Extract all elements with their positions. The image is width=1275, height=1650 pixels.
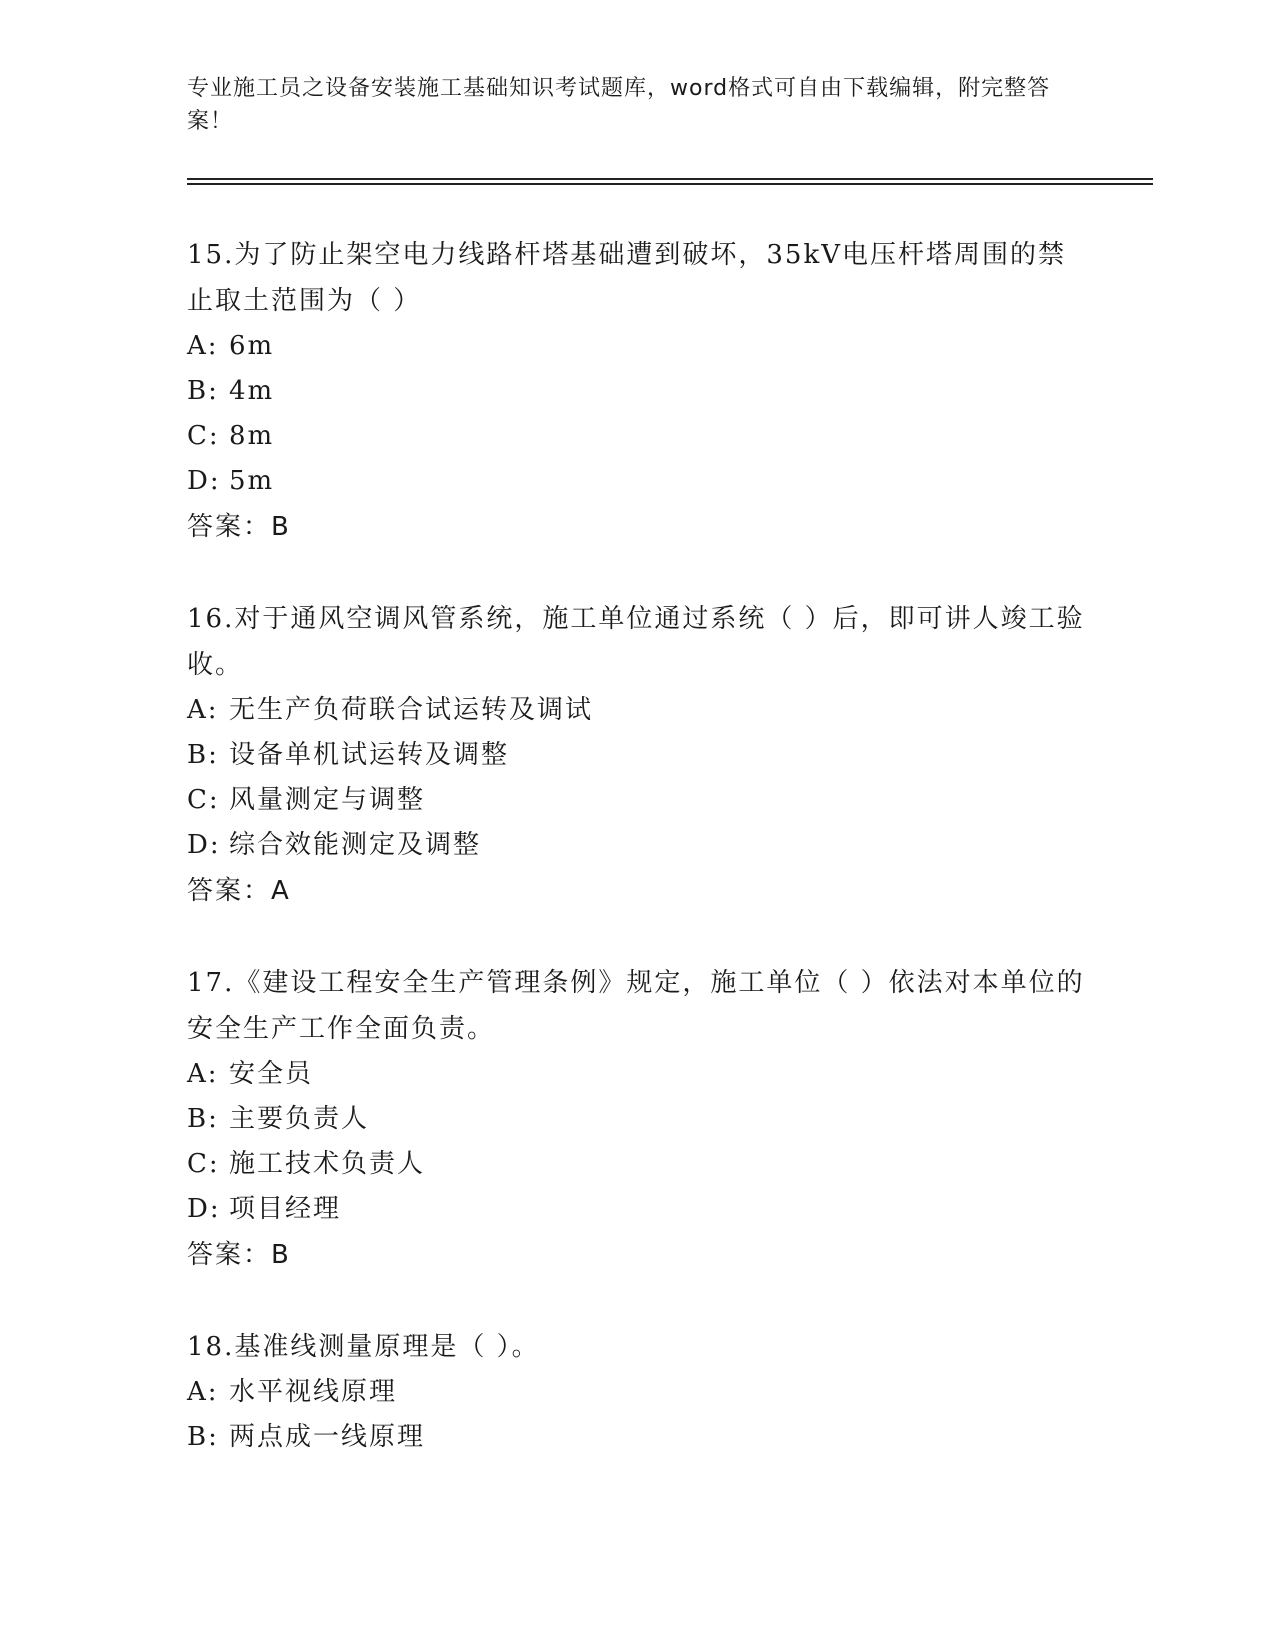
- header-text: 专业施工员之设备安装施工基础知识考试题库，word格式可自由下载编辑，附完整答案！: [187, 76, 1051, 134]
- answer-line: 答案：B: [187, 1240, 291, 1270]
- option-letter: D:: [187, 830, 221, 860]
- option-text: 风量测定与调整: [229, 785, 426, 815]
- question-15: [187, 232, 1087, 550]
- option-a: [187, 324, 1087, 369]
- question-number: 18.: [187, 1332, 235, 1362]
- option-letter: B:: [187, 376, 219, 406]
- option-text: 4m: [229, 376, 275, 406]
- option-d: [187, 1187, 1087, 1232]
- option-text: 水平视线原理: [229, 1377, 398, 1407]
- option-a: [187, 1370, 1087, 1415]
- option-text: 6m: [229, 331, 275, 361]
- option-b: [187, 369, 1087, 414]
- option-letter: D:: [187, 466, 221, 496]
- option-b: [187, 1415, 1087, 1460]
- question-body: 为了防止架空电力线路杆塔基础遭到破坏，35kV电压杆塔周围的禁止取土范围为（ ）: [187, 240, 1066, 316]
- option-text: 安全员: [229, 1059, 314, 1089]
- header-divider-bottom: [187, 183, 1153, 185]
- option-letter: A:: [187, 1059, 219, 1089]
- option-letter: C:: [187, 421, 220, 451]
- option-text: 5m: [229, 466, 275, 496]
- option-c: [187, 778, 1087, 823]
- option-letter: B:: [187, 1422, 219, 1452]
- option-text: 施工技术负责人: [229, 1149, 426, 1179]
- question-number: 15.: [187, 240, 235, 270]
- question-text: [187, 960, 1087, 1052]
- question-17: [187, 960, 1087, 1278]
- option-text: 8m: [229, 421, 275, 451]
- question-number: 16.: [187, 604, 235, 634]
- option-a: [187, 688, 1087, 733]
- option-a: [187, 1052, 1087, 1097]
- option-letter: A:: [187, 331, 219, 361]
- option-letter: A:: [187, 1377, 219, 1407]
- option-c: [187, 414, 1087, 459]
- question-number: 17.: [187, 968, 235, 998]
- answer-line: 答案：B: [187, 512, 291, 542]
- option-text: 两点成一线原理: [229, 1422, 426, 1452]
- question-text: [187, 232, 1087, 324]
- option-text: 无生产负荷联合试运转及调试: [229, 695, 594, 725]
- option-letter: A:: [187, 695, 219, 725]
- option-text: 设备单机试运转及调整: [229, 740, 510, 770]
- question-body: 《建设工程安全生产管理条例》规定，施工单位（ ）依法对本单位的安全生产工作全面负责。: [187, 968, 1085, 1044]
- option-c: [187, 1142, 1087, 1187]
- option-text: 综合效能测定及调整: [229, 830, 482, 860]
- option-text: 项目经理: [229, 1194, 342, 1224]
- option-d: [187, 823, 1087, 868]
- answer-line: 答案：A: [187, 876, 291, 906]
- option-letter: D:: [187, 1194, 221, 1224]
- question-body: 基准线测量原理是（ ）。: [234, 1332, 540, 1362]
- question-text: [187, 596, 1087, 688]
- option-b: [187, 1097, 1087, 1142]
- question-body: 对于通风空调风管系统，施工单位通过系统（ ）后，即可讲人竣工验收。: [187, 604, 1085, 680]
- document-header: [187, 72, 1067, 138]
- option-text: 主要负责人: [229, 1104, 370, 1134]
- option-letter: B:: [187, 1104, 219, 1134]
- option-letter: C:: [187, 1149, 220, 1179]
- option-b: [187, 733, 1087, 778]
- header-divider-top: [187, 178, 1153, 180]
- option-letter: C:: [187, 785, 220, 815]
- question-18: [187, 1324, 1087, 1460]
- question-16: [187, 596, 1087, 914]
- option-d: [187, 459, 1087, 504]
- option-letter: B:: [187, 740, 219, 770]
- question-text: [187, 1324, 1087, 1370]
